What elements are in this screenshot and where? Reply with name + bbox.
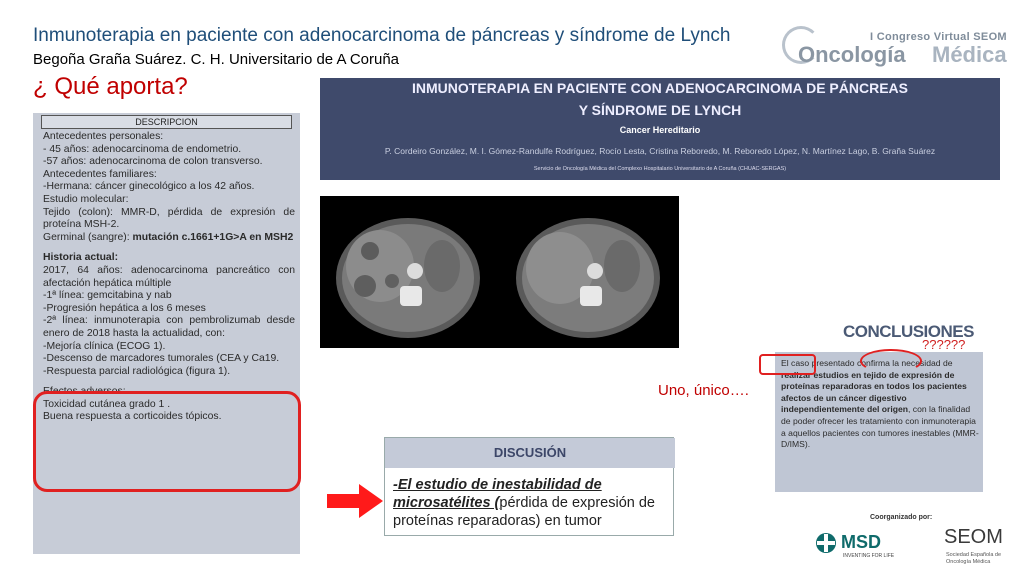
conclusions-header: CONCLUSIONES (843, 322, 974, 341)
discussion-text-2: pérdida de expresión de proteínas reparadoras) en tumor (393, 495, 655, 529)
desc-line: -1ª línea: gemcitabina y nab (43, 290, 172, 302)
banner-service: Servicio de Oncología Médica del Complexo Hospitalario Universitario de A Coruña (CHUAC-SERGAS) (533, 166, 787, 172)
discussion-text (393, 476, 671, 530)
mutation-text: mutación c.1661+1G>A en MSH2 (132, 231, 294, 243)
logo-medica: Médica (932, 42, 1007, 67)
ct-scan-image (320, 196, 679, 348)
annotation-box (759, 354, 816, 375)
desc-line: Antecedentes familiares: (43, 168, 157, 180)
desc-line: -Mejoría clínica (ECOG 1). (43, 340, 166, 352)
description-body (43, 131, 298, 424)
conclusions-text-2: , con la finalidad de poder ofrecer les tratamiento con inmunoterapia a aquellos pacientes con tumores inestables (MMR-D/IMS). (781, 404, 979, 450)
seom-logo (944, 524, 1014, 572)
organized-label: Coorganizado por: (870, 514, 933, 521)
msd-logo (815, 528, 905, 564)
discussion-header: DISCUSIÓN (385, 438, 675, 468)
banner-tagline: Cancer Hereditario (619, 125, 701, 135)
msd-tagline: INVENTING FOR LIFE (843, 553, 895, 559)
seom-name: SEOM (944, 526, 1003, 548)
ct-slice-left (336, 218, 480, 338)
question-marks-annotation: ?????? (922, 337, 966, 352)
conclusions-text-bold: realizar estudios en tejido de expresión de proteínas reparadoras en todos los pacientes afectos de un cáncer digestivo independientemente del origen (781, 369, 967, 415)
desc-line: - 45 años: adenocarcinoma de endometrio. (43, 143, 242, 155)
banner-title-1: INMUNOTERAPIA EN PACIENTE CON ADENOCARCINOMA DE PÁNCREAS (412, 80, 908, 96)
msd-name: MSD (841, 532, 881, 552)
desc-line: -57 años: adenocarcinoma de colon transverso. (43, 156, 263, 168)
conclusions-panel (773, 308, 983, 492)
congress-name: I Congreso Virtual SEOM (870, 31, 1007, 43)
desc-line: Buena respuesta a corticoides tópicos. (43, 411, 222, 423)
germinal-label: Germinal (sangre): (43, 231, 130, 243)
red-arrow-icon (327, 484, 383, 518)
desc-line (43, 232, 295, 245)
discussion-text-1: -El estudio de inestabilidad de microsatélites ( (393, 477, 602, 511)
msd-mark-icon (815, 532, 837, 554)
slide-subtitle: Begoña Graña Suárez. C. H. Universitario de A Coruña (33, 51, 400, 68)
desc-line: Efectos adversos: (43, 386, 126, 398)
desc-line: 2017, 64 años: adenocarcinoma pancreático con afectación hepática múltiple (43, 264, 298, 289)
banner-title-2: Y SÍNDROME DE LYNCH (578, 102, 742, 118)
desc-line: Tejido (colon): MMR-D, pérdida de expresión de proteína MSH-2. (43, 206, 298, 231)
poster-banner (320, 78, 1000, 180)
seom-subtitle: Sociedad Española de Oncología Médica (946, 552, 1002, 565)
description-header: DESCRIPCION (41, 115, 292, 129)
desc-line: -2ª línea: inmunoterapia con pembrolizumab desde enero de 2018 hasta la actualidad, con: (43, 315, 298, 339)
desc-line: -Descenso de marcadores tumorales (CEA y Ca19. (43, 353, 280, 365)
highlight-box (33, 391, 301, 492)
question-heading: ¿ Qué aporta? (33, 73, 188, 100)
desc-line: -Respuesta parcial radiológica (figura 1). (43, 365, 231, 377)
uno-unico-annotation: Uno, único…. (658, 382, 749, 399)
banner-authors: P. Cordeiro González, M. I. Gómez-Randulfe Rodríguez, Rocío Lesta, Cristina Reboredo, M. Reboredo López, N. Martínez Lago, B. Graña Suárez (384, 146, 936, 156)
conclusions-text-1: El caso presentado confirma la necesidad de (781, 358, 953, 368)
desc-line: -Hermana: cáncer ginecológico a los 42 años. (43, 181, 255, 193)
logo-oncologia: Oncología (798, 42, 906, 67)
discussion-panel (384, 437, 674, 536)
desc-line: Estudio molecular: (43, 193, 129, 205)
ct-slice-right (516, 218, 660, 338)
congress-logo (780, 20, 1005, 75)
desc-line: Toxicidad cutánea grado 1 . (43, 398, 171, 410)
desc-line: -Progresión hepática a los 6 meses (43, 302, 206, 314)
slide-title: Inmunoterapia en paciente con adenocarcinoma de páncreas y síndrome de Lynch (33, 25, 731, 46)
desc-line: Historia actual: (43, 252, 119, 264)
desc-line: Antecedentes personales: (43, 131, 164, 142)
annotation-oval (860, 349, 922, 373)
